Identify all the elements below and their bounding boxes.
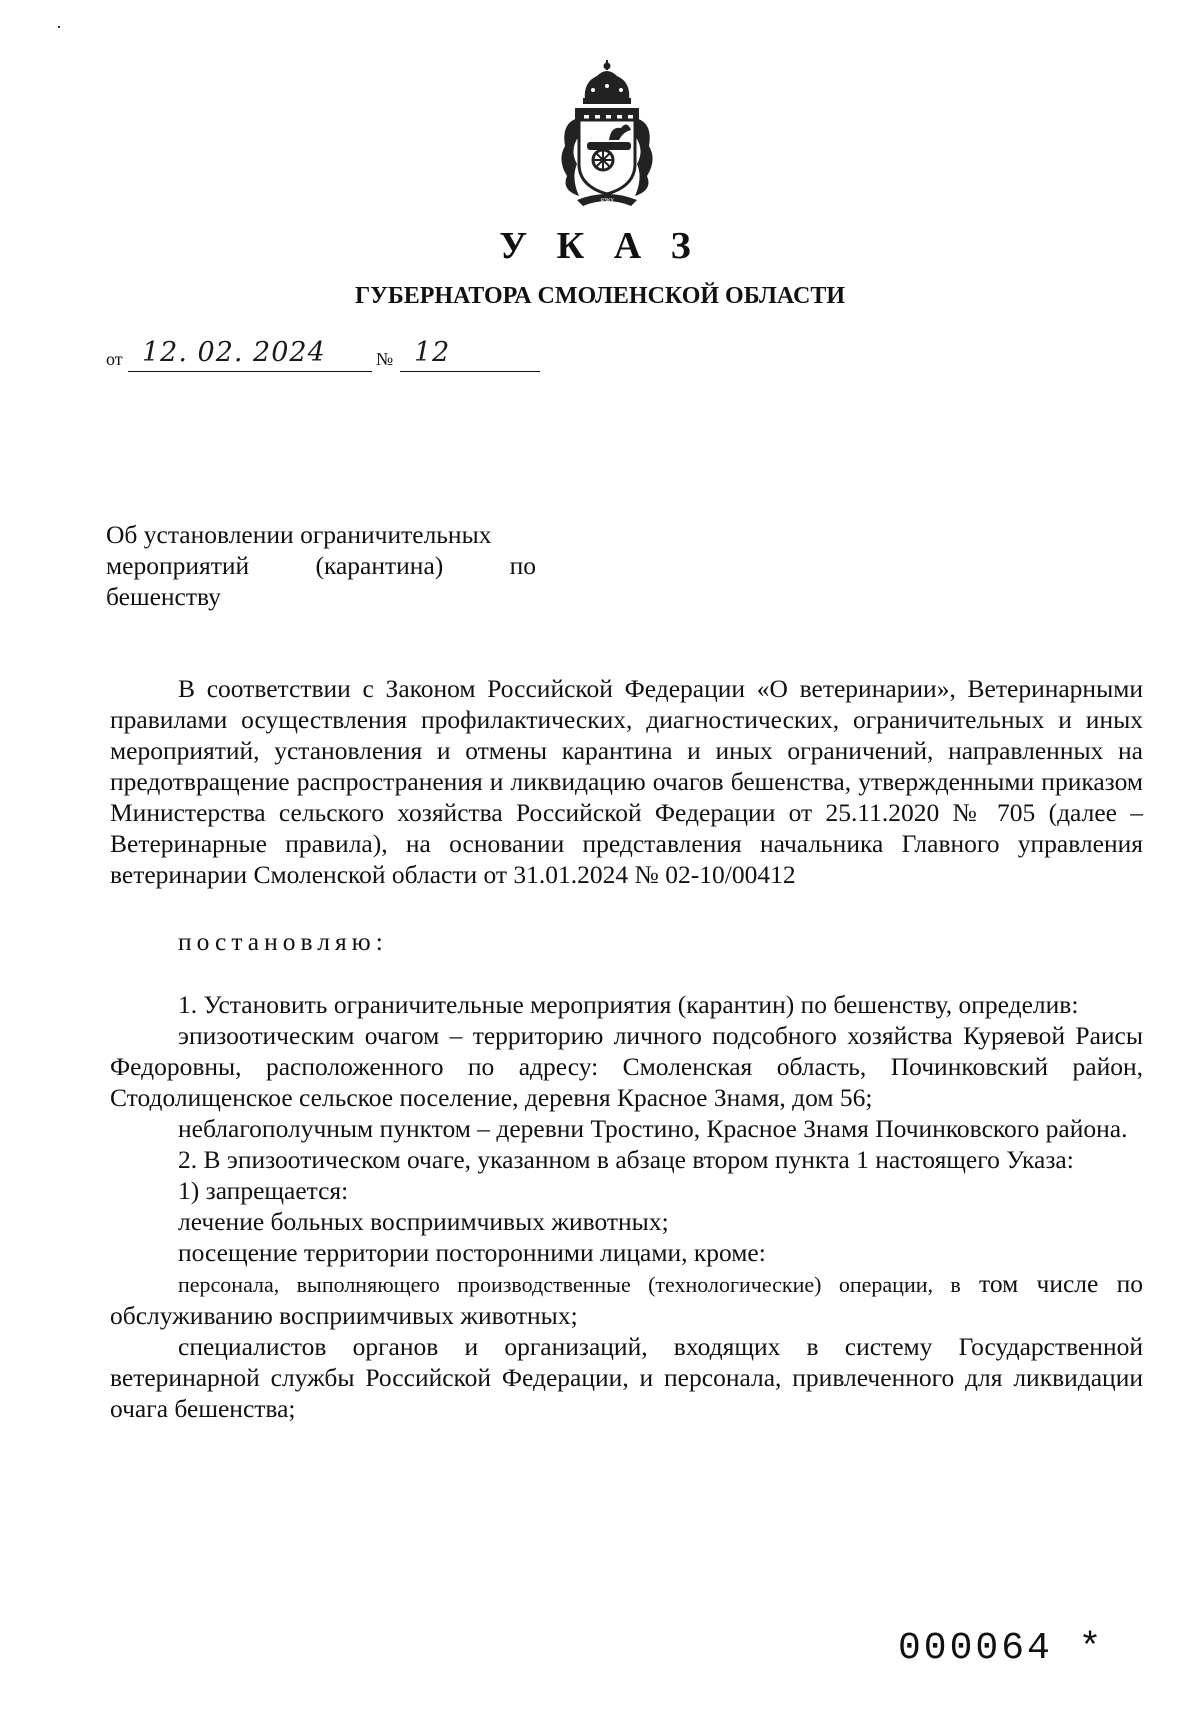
document-subject [106,519,536,612]
decree-formula: постановляю: [178,927,388,956]
document-type-title: У К А З [499,225,701,267]
subject-word: (карантина) [315,551,444,580]
small-text-run: персонала, выполняющего производственные (технологические) операции, в [178,1272,961,1297]
body-paragraph: лечение больных восприимчивых животных; [178,1207,669,1236]
number-label: № [376,349,394,369]
subject-word: по [509,551,536,580]
issuer-subtitle: ГУБЕРНАТОРА СМОЛЕНСКОЙ ОБЛАСТИ [354,283,846,309]
subject-line-3: бешенству [106,582,221,611]
subject-line-2 [106,550,536,581]
body-paragraph: неблагополучным пунктом – деревни Тростино, Красное Знамя Починковского района. [178,1114,1128,1143]
body-paragraph: эпизоотическим очагом – территорию личного подсобного хозяйства Куряевой Раисы Федоровны, расположенного по адресу: Смоленская область, Починковский район, Стодолищенское сельское поселение, деревня Красное Знамя, дом 56; [110,1021,1143,1112]
scan-speck [58,26,60,28]
smolensk-coat-of-arms-emblem [547,60,667,210]
document-body [110,673,1143,1424]
subject-word: мероприятий [106,551,250,580]
date-label: от [106,349,123,369]
emblem-ribbon-text: ЯЗКУ [600,198,614,204]
body-paragraph: 1) запрещается: [178,1176,349,1205]
preamble-paragraph: В соответствии с Законом Российской Федерации «О ветеринарии», Ветеринарными правилами осуществления профилактических, диагностических, ограничительных и иных мероприятий, установления и отмены карантина и иных ограничений, направленных на предотвращение распространения и ликвидацию очагов бешенства, утвержденными приказом Министерства сельского хозяйства Российской Федерации от 25.11.2020 № 705 (далее – Ветеринарные правила), на основании представления начальника Главного управления ветеринарии Смоленской области от 31.01.2024 № 02-10/00412 [110,674,1143,889]
subject-line-1: Об установлении ограничительных [106,520,492,549]
serial-number: 000064 * [898,1627,1105,1670]
body-paragraph: специалистов органов и организаций, входящих в систему Государственной ветеринарной службы Российской Федерации, и персонала, привлеченного для ликвидации очага бешенства; [110,1332,1143,1423]
handwritten-date: 12. 02. 2024 [142,337,326,368]
body-paragraph: посещение территории посторонними лицами, кроме: [178,1238,766,1267]
date-field [128,337,372,372]
text-run: том числе по обслуживанию восприимчивых животных; [110,1269,1143,1330]
body-paragraph: 2. В эпизоотическом очаге, указанном в абзаце втором пункта 1 настоящего Указа: [178,1145,1074,1174]
body-paragraph: 1. Установить ограничительные мероприятия (карантин) по бешенству, определив: [178,990,1079,1019]
body-paragraph-mixed [110,1268,1143,1331]
handwritten-number: 12 [414,337,451,368]
number-field [400,337,540,372]
